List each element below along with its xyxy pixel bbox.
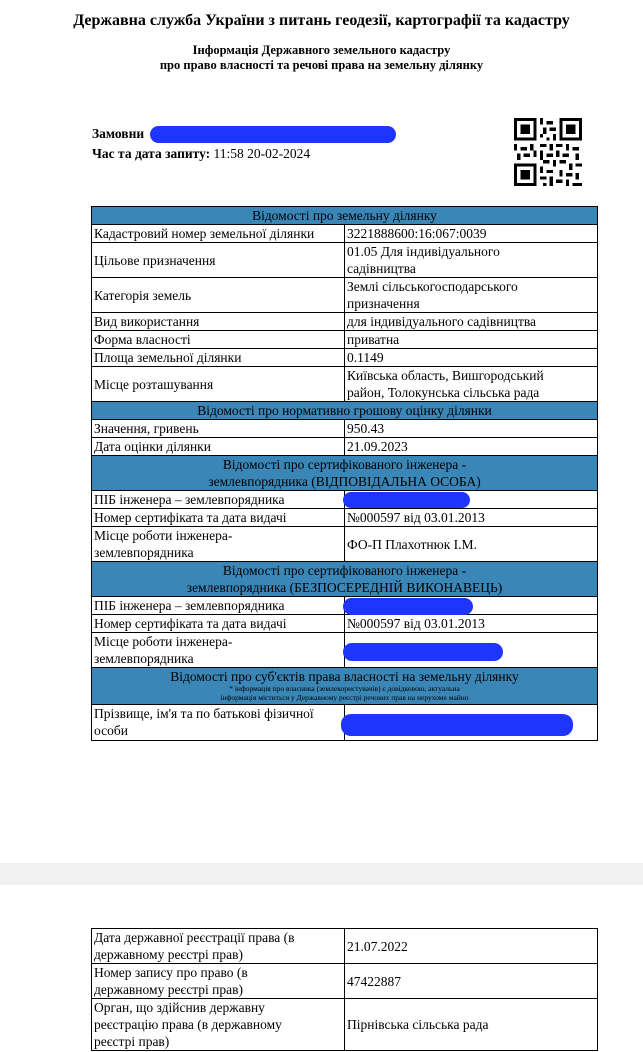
page-separator <box>0 863 643 885</box>
table-row <box>92 615 598 633</box>
area-label: Площа земельної ділянки <box>92 349 345 367</box>
purpose-value-line-1: 01.05 Для індивідуального <box>347 244 500 259</box>
engineer-executor-work-label-line-1: Місце роботи інженера- <box>94 634 233 649</box>
cadastral-label: Кадастровий номер земельної ділянки <box>92 225 345 243</box>
request-time-line <box>92 146 310 162</box>
category-value <box>345 278 598 313</box>
registration-record-value: 47422887 <box>345 964 598 999</box>
engineer-executor-work-label <box>92 633 345 668</box>
location-value-line-1: Київська область, Вишгородський <box>347 368 544 383</box>
table-row <box>92 633 598 668</box>
table-row <box>92 705 598 741</box>
section-engineer-responsible-line-1: Відомості про сертифікованого інженера - <box>222 457 467 472</box>
section-owners <box>92 668 598 705</box>
document-subtitle <box>0 43 643 73</box>
table-row <box>92 491 598 509</box>
registration-record-label-line-1: Номер запису про право (в <box>94 965 248 980</box>
customer-line <box>92 126 144 142</box>
table-row <box>92 349 598 367</box>
table-row <box>92 999 598 1051</box>
engineer-executor-name-label: ПІБ інженера – землевпорядника <box>92 597 345 615</box>
engineer-responsible-work-label-line-2: землевпорядника <box>94 545 194 560</box>
category-value-line-1: Землі сільськогосподарського <box>347 279 518 294</box>
valuation-date-value: 21.09.2023 <box>345 438 598 456</box>
valuation-value: 950.43 <box>345 420 598 438</box>
table-row <box>92 509 598 527</box>
owner-name-label-line-1: Прізвище, ім'я та по батькові фізичної <box>94 706 314 721</box>
redaction-engineer-executor-work <box>343 643 503 661</box>
table-row <box>92 225 598 243</box>
owner-name-label-line-2: особи <box>94 723 128 738</box>
usage-label: Вид використання <box>92 313 345 331</box>
purpose-value <box>345 243 598 278</box>
location-value-line-2: район, Толокунська сільська рада <box>347 385 540 400</box>
registration-date-value: 21.07.2022 <box>345 929 598 964</box>
table-row <box>92 313 598 331</box>
section-parcel: Відомості про земельну ділянку <box>92 207 598 225</box>
table-row <box>92 438 598 456</box>
redaction-owner-name <box>341 714 573 736</box>
registration-authority-label-line-2: реєстрацію права (в державному <box>94 1017 282 1032</box>
table-row <box>92 278 598 313</box>
section-valuation: Відомості про нормативно грошову оцінку ділянки <box>92 402 598 420</box>
category-label: Категорія земель <box>92 278 345 313</box>
parcel-info-table <box>91 206 598 741</box>
subtitle-line-2: про право власності та речові права на земельну ділянку <box>159 58 484 72</box>
registration-record-label <box>92 964 345 999</box>
owner-name-label <box>92 705 345 741</box>
section-engineer-executor <box>92 562 598 597</box>
subtitle-line-1: Інформація Державного земельного кадастру <box>192 43 451 57</box>
section-owners-title: Відомості про суб'єктів права власності на земельну ділянку <box>170 669 519 684</box>
category-value-line-2: призначення <box>347 296 420 311</box>
table-row <box>92 367 598 402</box>
customer-label: Замовни <box>92 126 145 141</box>
table-row <box>92 420 598 438</box>
registration-date-label-line-1: Дата державної реєстрації права (в <box>94 930 295 945</box>
engineer-executor-cert-label: Номер сертифіката та дата видачі <box>92 615 345 633</box>
owners-note-line-2: інформація міститься у Державному реєстрі речових прав на нерухоме майно <box>220 693 469 702</box>
request-time-value: 11:58 20-02-2024 <box>213 146 311 161</box>
table-row <box>92 243 598 278</box>
location-value <box>345 367 598 402</box>
request-time-label: Час та дата запиту: <box>92 146 211 161</box>
agency-title: Державна служба України з питань геодезії, картографії та кадастру <box>73 12 570 29</box>
ownership-value: приватна <box>345 331 598 349</box>
engineer-responsible-work-label <box>92 527 345 562</box>
owners-note-line-1: * інформація про власника (землекористувачів) є довідковою, актуальна <box>229 684 460 693</box>
engineer-responsible-work-value: ФО-П Плахотнюк І.М. <box>345 527 598 562</box>
redaction-engineer-executor <box>343 598 473 615</box>
area-value: 0.1149 <box>345 349 598 367</box>
redaction-engineer-responsible <box>343 492 470 508</box>
table-row <box>92 929 598 964</box>
location-label: Місце розташування <box>92 367 345 402</box>
table-row <box>92 964 598 999</box>
engineer-responsible-work-label-line-1: Місце роботи інженера- <box>94 528 233 543</box>
valuation-value-label: Значення, гривень <box>92 420 345 438</box>
registration-date-label <box>92 929 345 964</box>
redaction-customer <box>150 126 396 143</box>
purpose-value-line-2: садівництва <box>347 261 416 276</box>
registration-authority-label-line-1: Орган, що здійснив державну <box>94 1000 265 1015</box>
registration-authority-value: Пірнівська сільська рада <box>345 999 598 1051</box>
engineer-executor-work-label-line-2: землевпорядника <box>94 651 194 666</box>
registration-authority-label <box>92 999 345 1051</box>
usage-value: для індивідуального садівництва <box>345 313 598 331</box>
section-engineer-executor-line-2: землевпорядника (БЕЗПОСЕРЕДНІЙ ВИКОНАВЕЦЬ) <box>186 580 503 595</box>
section-engineer-responsible <box>92 456 598 491</box>
engineer-responsible-cert-value: №000597 від 03.01.2013 <box>345 509 598 527</box>
section-engineer-responsible-line-2: землевпорядника (ВІДПОВІДАЛЬНА ОСОБА) <box>208 474 481 489</box>
registration-authority-label-line-3: реєстрі прав) <box>94 1034 170 1049</box>
table-row <box>92 527 598 562</box>
qr-code-icon <box>514 118 582 186</box>
owner-name-value <box>345 705 598 741</box>
engineer-executor-cert-value: №000597 від 03.01.2013 <box>345 615 598 633</box>
engineer-executor-work-value <box>345 633 598 668</box>
purpose-label: Цільове призначення <box>92 243 345 278</box>
registration-record-label-line-2: державному реєстрі прав) <box>94 982 243 997</box>
table-row <box>92 597 598 615</box>
engineer-responsible-name-value <box>345 491 598 509</box>
section-engineer-executor-line-1: Відомості про сертифікованого інженера - <box>222 563 467 578</box>
registration-table <box>91 928 598 1051</box>
document-page-2 <box>0 885 643 1052</box>
valuation-date-label: Дата оцінки ділянки <box>92 438 345 456</box>
engineer-responsible-cert-label: Номер сертифіката та дата видачі <box>92 509 345 527</box>
registration-date-label-line-2: державному реєстрі прав) <box>94 947 243 962</box>
cadastral-value: 3221888600:16:067:0039 <box>345 225 598 243</box>
table-row <box>92 331 598 349</box>
ownership-label: Форма власності <box>92 331 345 349</box>
engineer-executor-name-value <box>345 597 598 615</box>
engineer-responsible-name-label: ПІБ інженера – землевпорядника <box>92 491 345 509</box>
